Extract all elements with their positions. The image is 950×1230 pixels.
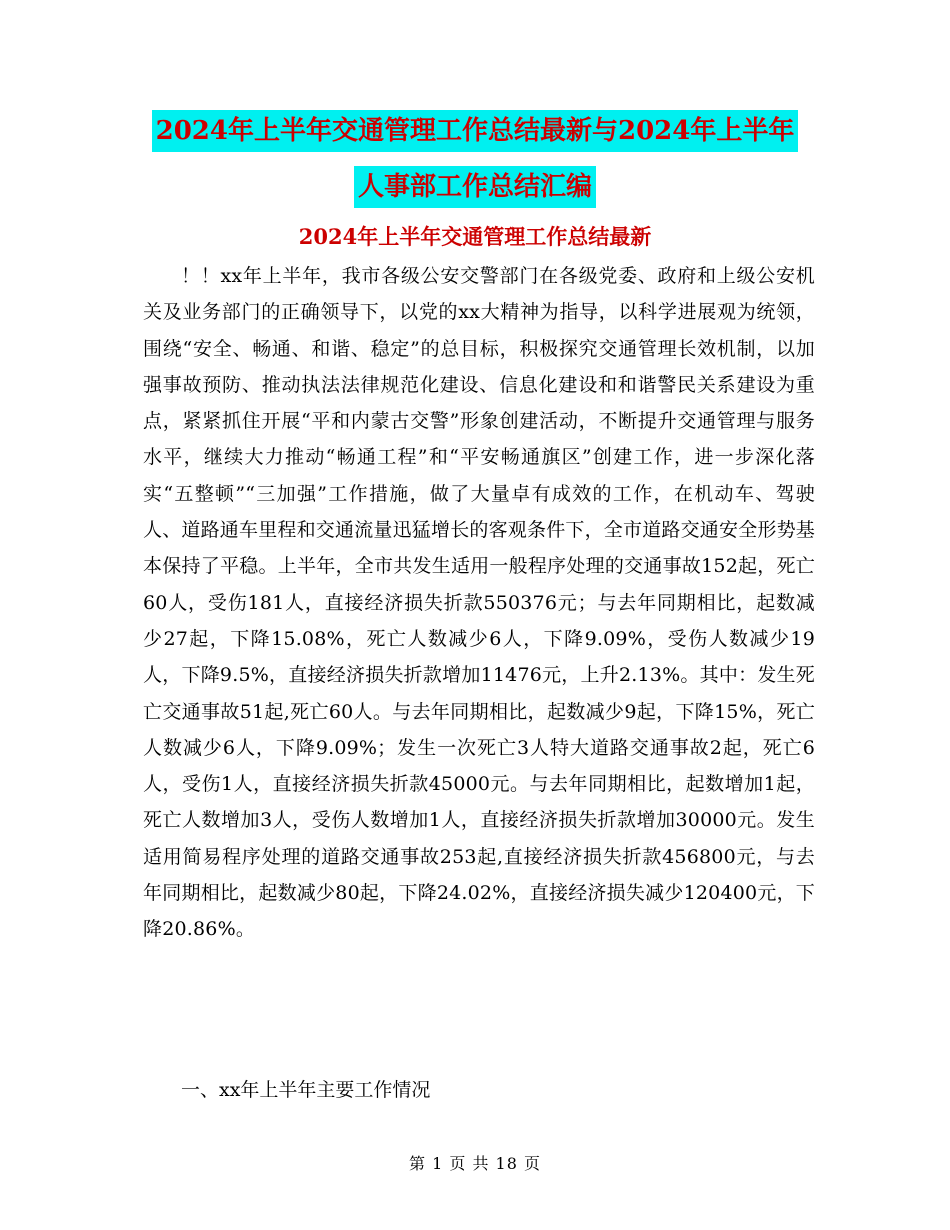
page-footer: 第 1 页 共 18 页 [409,1154,541,1173]
title-line-2: 人事部工作总结汇编 [354,166,596,208]
section-title: 2024年上半年交通管理工作总结最新 [298,224,652,249]
body-paragraph: ！！xx年上半年，我市各级公安交警部门在各级党委、政府和上级公安机关及业务部门的正确领导下，以党的xx大精神为指导，以科学进展观为统领，围绕“安全、畅通、和谐、稳定”的总目标，积极探究交通管理长效机制，以加强事故预防、推动执法法律规范化建设、信息化建设和和谐警民关系建设为重点，紧紧抓住开展“平和内蒙古交警”形象创建活动，不断提升交通管理与服务水平，继续大力推动“畅通工程”和“平安畅通旗区”创建工作，进一步深化落实“五整顿”“三加强”工作措施，做了大量卓有成效的工作，在机动车、驾驶人、道路通车里程和交通流量迅猛增长的客观条件下，全市道路交通安全形势基本保持了平稳。上半年，全市共发生适用一般程序处理的交通事故152起，死亡60人，受伤181人，直接经济损失折款550376元；与去年同期相比，起数减少27起，下降15.08%，死亡人数减少6人，下降9.09%，受伤人数减少19人，下降9.5%，直接经济损失折款增加11476元，上升2.13%。其中：发生死亡交通事故51起,死亡60人。与去年同期相比，起数减少9起，下降15%，死亡人数减少6人，下降9.09%；发生一次死亡3人特大道路交通事故2起，死亡6人，受伤1人，直接经济损失折款45000元。与去年同期相比，起数增加1起，死亡人数增加3人，受伤人数增加1人，直接经济损失折款增加30000元。发生适用简易程序处理的道路交通事故253起,直接经济损失折款456800元，与去年同期相比，起数减少80起，下降24.02%，直接经济损失减少120400元，下降20.86%。 [143,265,816,941]
document-title [0,110,950,208]
section-heading: 一、xx年上半年主要工作情况 [181,1079,431,1101]
title-line-1: 2024年上半年交通管理工作总结最新与2024年上半年 [152,110,799,152]
